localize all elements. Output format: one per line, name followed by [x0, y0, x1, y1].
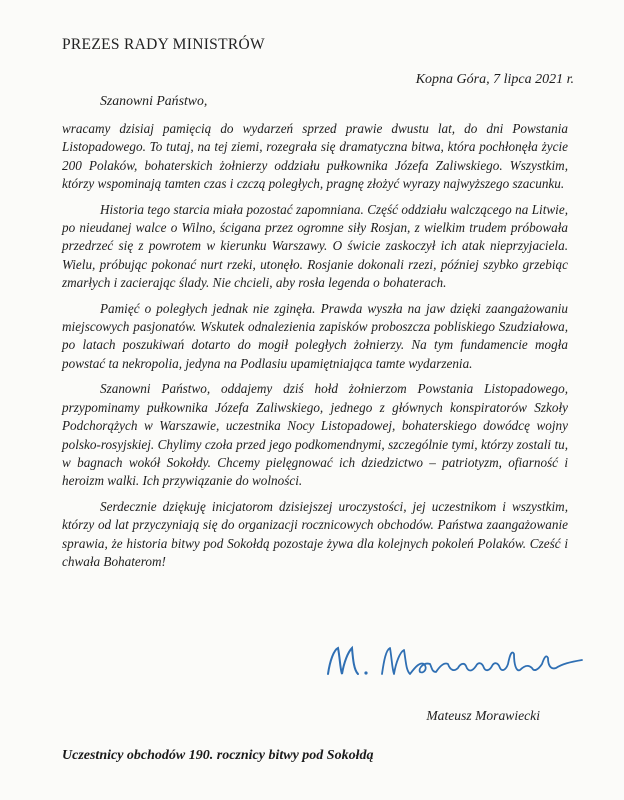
paragraph-1: wracamy dzisiaj pamięcią do wydarzeń sprzed prawie dwustu lat, do dni Powstania Listopadowego. To tutaj, na tej ziemi, rozegrała się dramatyczna bitwa, która pochłonęła życie 200 Polaków, bohaterskich żołnierzy oddziału pułkownika Józefa Zaliwskiego. Wszystkim, którzy wspominają tamten czas i czczą poległych, pragnę złożyć wyrazy najwyższego szacunku.	[62, 121, 568, 192]
addressee: Uczestnicy obchodów 190. rocznicy bitwy pod Sokołdą	[62, 748, 374, 763]
handwritten-signature	[320, 640, 590, 682]
paragraph-2: Historia tego starcia miała pozostać zapomniana. Część oddziału walczącego na Litwie, po nieudanej walce o Wilno, ścigana przez ogromne siły Rosjan, z wielkim trudem próbowała przedrzeć się z powrotem w kierunku Warszawy. O świcie zaskoczył ich atak nieprzyjaciela. Wielu, próbując pokonać nurt rzeki, utonęło. Rosjanie dokonali rzezi, później szybko grzebiąc zmarłych i zacierając ślady. Nie chcieli, aby rosła legenda o bohaterach.	[62, 201, 568, 291]
letter-body	[62, 120, 568, 578]
paragraph-3: Pamięć o poległych jednak nie zginęła. Prawda wyszła na jaw dzięki zaangażowaniu miejscowych pasjonatów. Wskutek odnalezienia zapisków proboszcza pobliskiego Szudziałowa, po latach poszukiwań dotarto do mogił poległych żołnierzy. Na tym fundamencie mogła powstać ta nekropolia, jedyna na Podlasiu upamiętniająca tamte wydarzenia.	[62, 300, 568, 371]
paragraph-4: Szanowni Państwo, oddajemy dziś hołd żołnierzom Powstania Listopadowego, przypominamy pułkownika Józefa Zaliwskiego, jednego z głównych konspiratorów Szkoły Podchorążych w Warszawie, uczestnika Nocy Listopadowej, bohaterskiego dowódcę wojny polsko-rosyjskiej. Chylimy czoła przed jego podkomendnymi, szczególnie tymi, którzy zostali tu, w bagnach wokół Sokołdy. Chcemy pielęgnować ich dziedzictwo – patriotyzm, ofiarność i heroizm walki. Ich przywiązanie do wolności.	[62, 381, 568, 489]
salutation: Szanowni Państwo,	[100, 93, 208, 108]
letter-date: Kopna Góra, 7 lipca 2021 r.	[415, 72, 574, 87]
paragraph-5: Serdecznie dziękuję inicjatorom dzisiejszej uroczystości, jej uczestnikom i wszystkim, którzy od lat przyczyniają się do organizacji rocznicowych obchodów. Państwa zaangażowanie sprawia, że historia bitwy pod Sokołdą pozostaje żywa dla kolejnych pokoleń Polaków. Cześć i chwała Bohaterom!	[62, 498, 568, 569]
letterhead-title: PREZES RADY MINISTRÓW	[62, 36, 265, 53]
signer-name: Mateusz Morawiecki	[426, 708, 540, 723]
